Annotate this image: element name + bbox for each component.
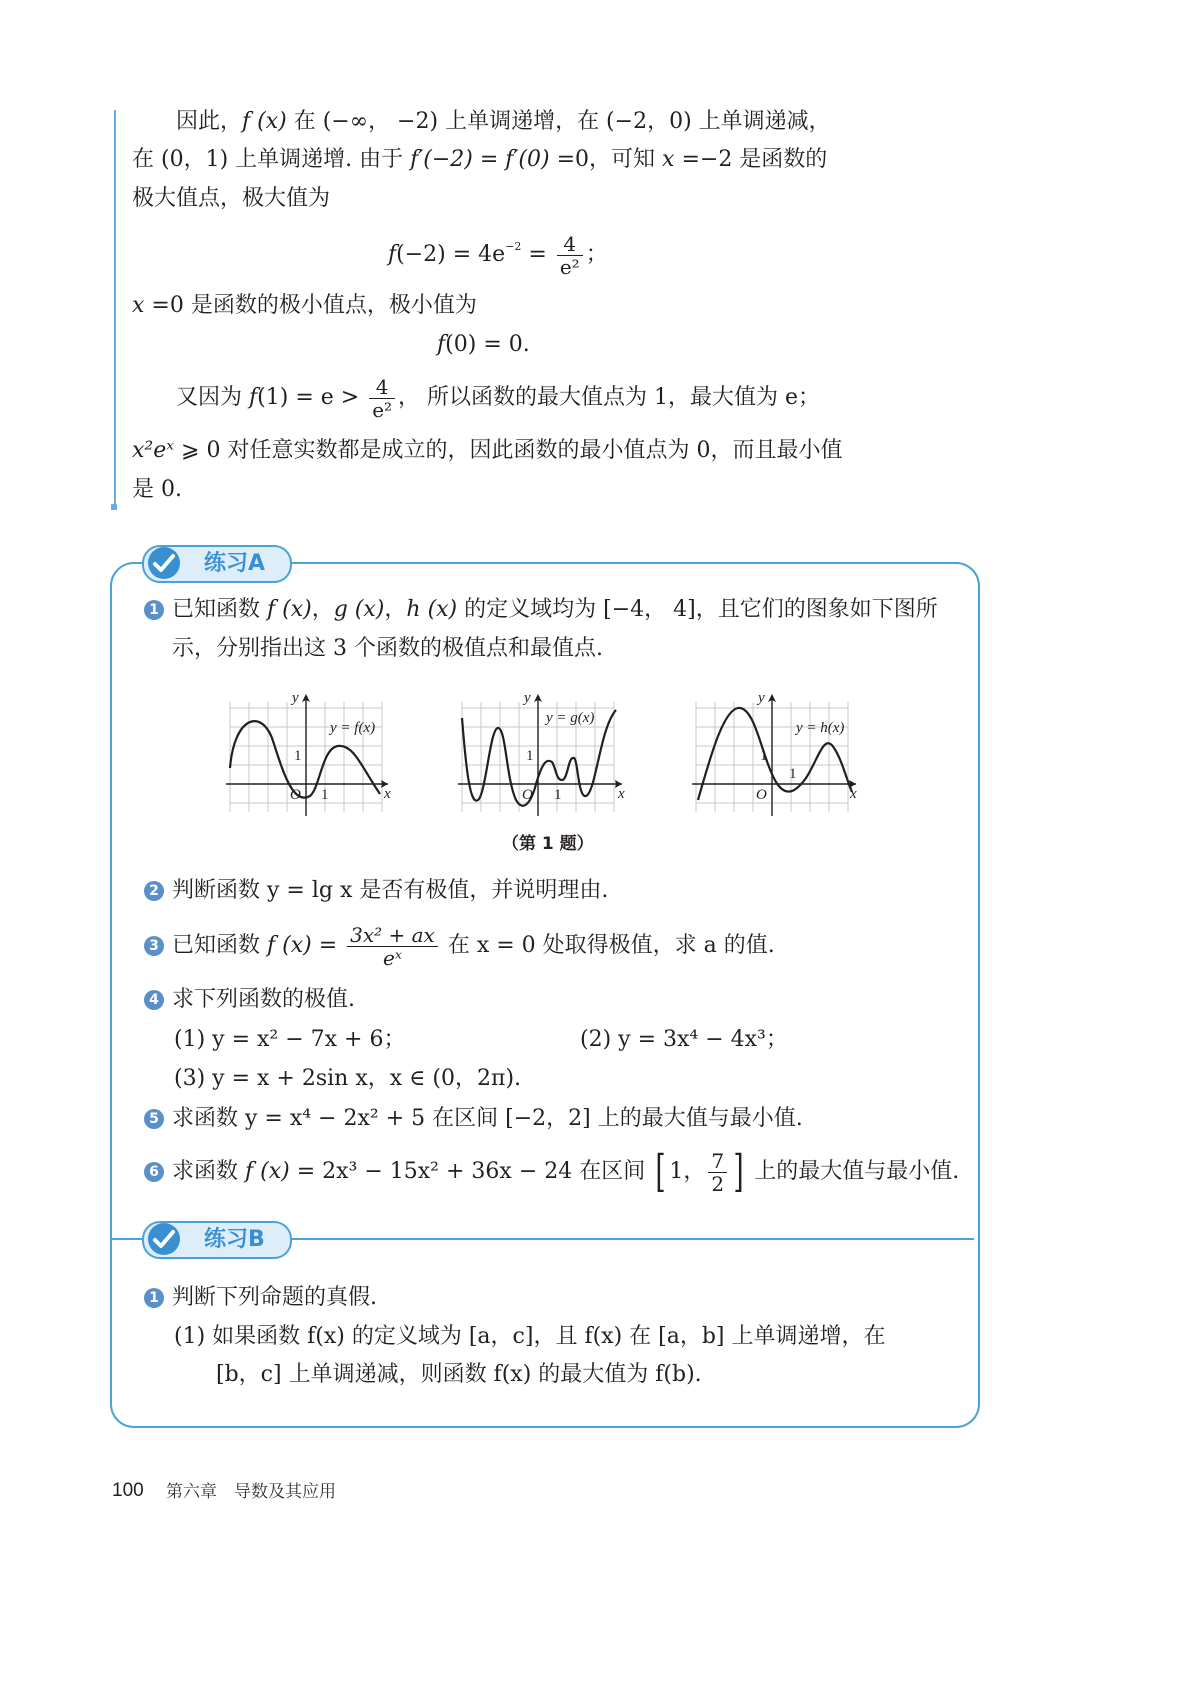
exercise-a-q6 <box>144 1144 959 1200</box>
text: 已知函数 <box>172 933 267 958</box>
exponent: −2 <box>505 240 522 253</box>
text: 示，分别指出这 3 个函数的极值点和最值点. <box>172 636 603 661</box>
origin-label: O <box>290 787 301 803</box>
fraction <box>708 1150 727 1195</box>
text: 已知函数 <box>172 597 267 622</box>
question-badge: 6 <box>144 1162 164 1182</box>
exercise-a-label: 练习A <box>204 551 266 576</box>
text: 求函数 <box>172 1159 245 1184</box>
math-fx: f (x) <box>245 1159 290 1184</box>
axis-label-x: x <box>850 786 857 802</box>
exercise-a-q4 <box>144 985 355 1015</box>
left-bracket: [ <box>655 1146 666 1197</box>
axis-label-y: y <box>292 690 299 706</box>
exercise-a-q3 <box>144 918 775 974</box>
exercise-a-q5 <box>144 1104 803 1134</box>
numerator: 4 <box>557 233 583 256</box>
math-x2ex: x²eˣ <box>132 438 175 463</box>
math-f: f <box>249 385 258 410</box>
axis-label-y: y <box>758 690 765 706</box>
text: (2) y = 3x⁴ − 4x³； <box>580 1027 788 1052</box>
exercise-a-q4-1 <box>174 1025 405 1055</box>
tick-y-1: 1 <box>294 748 302 764</box>
exercise-b-q1 <box>144 1283 377 1313</box>
text: (1) = e > <box>257 385 367 410</box>
denominator: eˣ <box>383 945 402 970</box>
text: = <box>521 242 554 267</box>
text: 的定义域均为 [−4， 4]，且它们的图象如下图所 <box>457 597 938 622</box>
page-number: 100 <box>112 1480 144 1501</box>
math-x: x <box>662 147 675 172</box>
math-fx: f (x) <box>267 597 312 622</box>
text: =0 是函数的极小值点，极小值为 <box>144 293 477 318</box>
equation-max <box>388 230 608 280</box>
text: 求下列函数的极值. <box>172 987 355 1012</box>
text: (3) y = x + 2sin x，x ∈ (0，2π). <box>174 1066 522 1091</box>
exercise-a-q2 <box>144 876 608 906</box>
math-fx: f (x) <box>267 933 312 958</box>
text: 在 (−∞， −2) 上单调递增，在 (−2，0) 上单调递减， <box>286 109 831 134</box>
solution-line-6 <box>132 436 842 466</box>
tick-y-1: 1 <box>526 748 534 764</box>
text: 1， <box>669 1159 706 1184</box>
math-f: f <box>388 242 397 267</box>
tick-x-1: 1 <box>789 766 797 782</box>
math-fprime: f′(−2) = f′(0) <box>410 147 550 172</box>
question-badge: 5 <box>144 1109 164 1129</box>
margin-rule <box>114 110 116 510</box>
chapter-title: 第六章 导数及其应用 <box>166 1482 336 1502</box>
text: 判断函数 y = lg x 是否有极值，并说明理由. <box>172 878 609 903</box>
exercise-a-tab <box>142 545 292 583</box>
math-gx: g (x) <box>333 597 385 622</box>
exercise-b-label: 练习B <box>204 1227 265 1252</box>
graph-caption: （第 1 题） <box>502 834 594 854</box>
text: 因此， <box>176 109 243 134</box>
axis-label-x: x <box>618 786 625 802</box>
numerator: 3x² + ax <box>347 924 438 947</box>
numerator: 4 <box>369 376 395 399</box>
text: (0) = 0. <box>445 332 530 357</box>
math-hx: h (x) <box>406 597 458 622</box>
margin-rule-end <box>111 504 117 510</box>
axis-label-y: y <box>524 690 531 706</box>
text: (1) y = x² − 7x + 6； <box>174 1027 406 1052</box>
text: 又因为 <box>176 385 249 410</box>
fraction <box>557 233 583 278</box>
text: 求函数 y = x⁴ − 2x² + 5 在区间 [−2，2] 上的最大值与最小值. <box>172 1106 803 1131</box>
text: 判断下列命题的真假. <box>172 1285 377 1310</box>
curve-label: y = h(x) <box>796 720 845 736</box>
graph-f <box>222 688 398 818</box>
axis-label-x: x <box>384 786 391 802</box>
text: 在 x = 0 处取得极值，求 a 的值. <box>440 933 775 958</box>
fraction <box>347 924 438 969</box>
origin-label: O <box>756 787 767 803</box>
graph-h <box>690 688 866 818</box>
origin-label: O <box>522 787 533 803</box>
text: 极大值点，极大值为 <box>132 186 331 211</box>
pencil-check-icon <box>146 1221 182 1257</box>
question-badge: 3 <box>144 936 164 956</box>
text: ， 所以函数的最大值点为 1，最大值为 e； <box>398 385 821 410</box>
text: ； <box>585 242 608 267</box>
exercise-a-q1-line2 <box>172 634 603 664</box>
equation-min <box>437 330 530 360</box>
text: ， <box>311 597 334 622</box>
exercise-a-q1-line1 <box>144 595 938 625</box>
curve-label: y = g(x) <box>546 710 595 726</box>
math-f: f <box>437 332 446 357</box>
denominator: 2 <box>711 1171 725 1196</box>
graph-g <box>456 688 632 818</box>
exercise-b-tab <box>142 1221 292 1259</box>
solution-line-5 <box>176 372 820 424</box>
text: ⩾ 0 对任意实数都是成立的，因此函数的最小值点为 0，而且最小值 <box>174 438 843 463</box>
exercise-b-q1-1-line2 <box>216 1360 702 1390</box>
curve-label: y = f(x) <box>330 720 376 736</box>
question-badge: 1 <box>144 600 164 620</box>
question-badge: 2 <box>144 881 164 901</box>
math-fx: f (x) <box>242 109 287 134</box>
exercise-a-q4-3 <box>174 1064 521 1094</box>
question-badge: 1 <box>144 1288 164 1308</box>
math-x: x <box>132 293 145 318</box>
text: = <box>311 933 345 958</box>
text: ， <box>384 597 407 622</box>
text: [b，c] 上单调递减，则函数 f(x) 的最大值为 f(b). <box>216 1362 702 1387</box>
text: 上的最大值与最小值. <box>747 1159 960 1184</box>
text: =0，可知 <box>549 147 663 172</box>
pencil-check-icon <box>146 545 182 581</box>
right-bracket: ] <box>733 1146 744 1197</box>
solution-line-3 <box>132 184 330 214</box>
exercise-a-q4-2 <box>580 1025 788 1055</box>
fraction <box>369 376 395 421</box>
text: 是 0. <box>132 477 182 502</box>
denominator: e² <box>372 397 393 422</box>
text: (1) 如果函数 f(x) 的定义域为 [a，c]，且 f(x) 在 [a，b] 上单调递增，在 <box>174 1324 886 1349</box>
denominator: e² <box>559 254 580 279</box>
solution-line-4 <box>132 291 477 321</box>
exercise-b-q1-1-line1 <box>174 1322 886 1352</box>
tick-y-1: 1 <box>760 748 768 764</box>
solution-line-1 <box>176 107 831 137</box>
tick-x-1: 1 <box>554 787 562 803</box>
tick-x-1: 1 <box>321 787 329 803</box>
solution-line-7 <box>132 475 182 505</box>
solution-line-2 <box>132 145 827 175</box>
question-badge: 4 <box>144 990 164 1010</box>
numerator: 7 <box>708 1150 727 1173</box>
text: (−2) = 4e <box>396 242 506 267</box>
text: =−2 是函数的 <box>674 147 828 172</box>
text: = 2x³ − 15x² + 36x − 24 在区间 <box>289 1159 653 1184</box>
text: 在 (0，1) 上单调递增. 由于 <box>132 147 411 172</box>
